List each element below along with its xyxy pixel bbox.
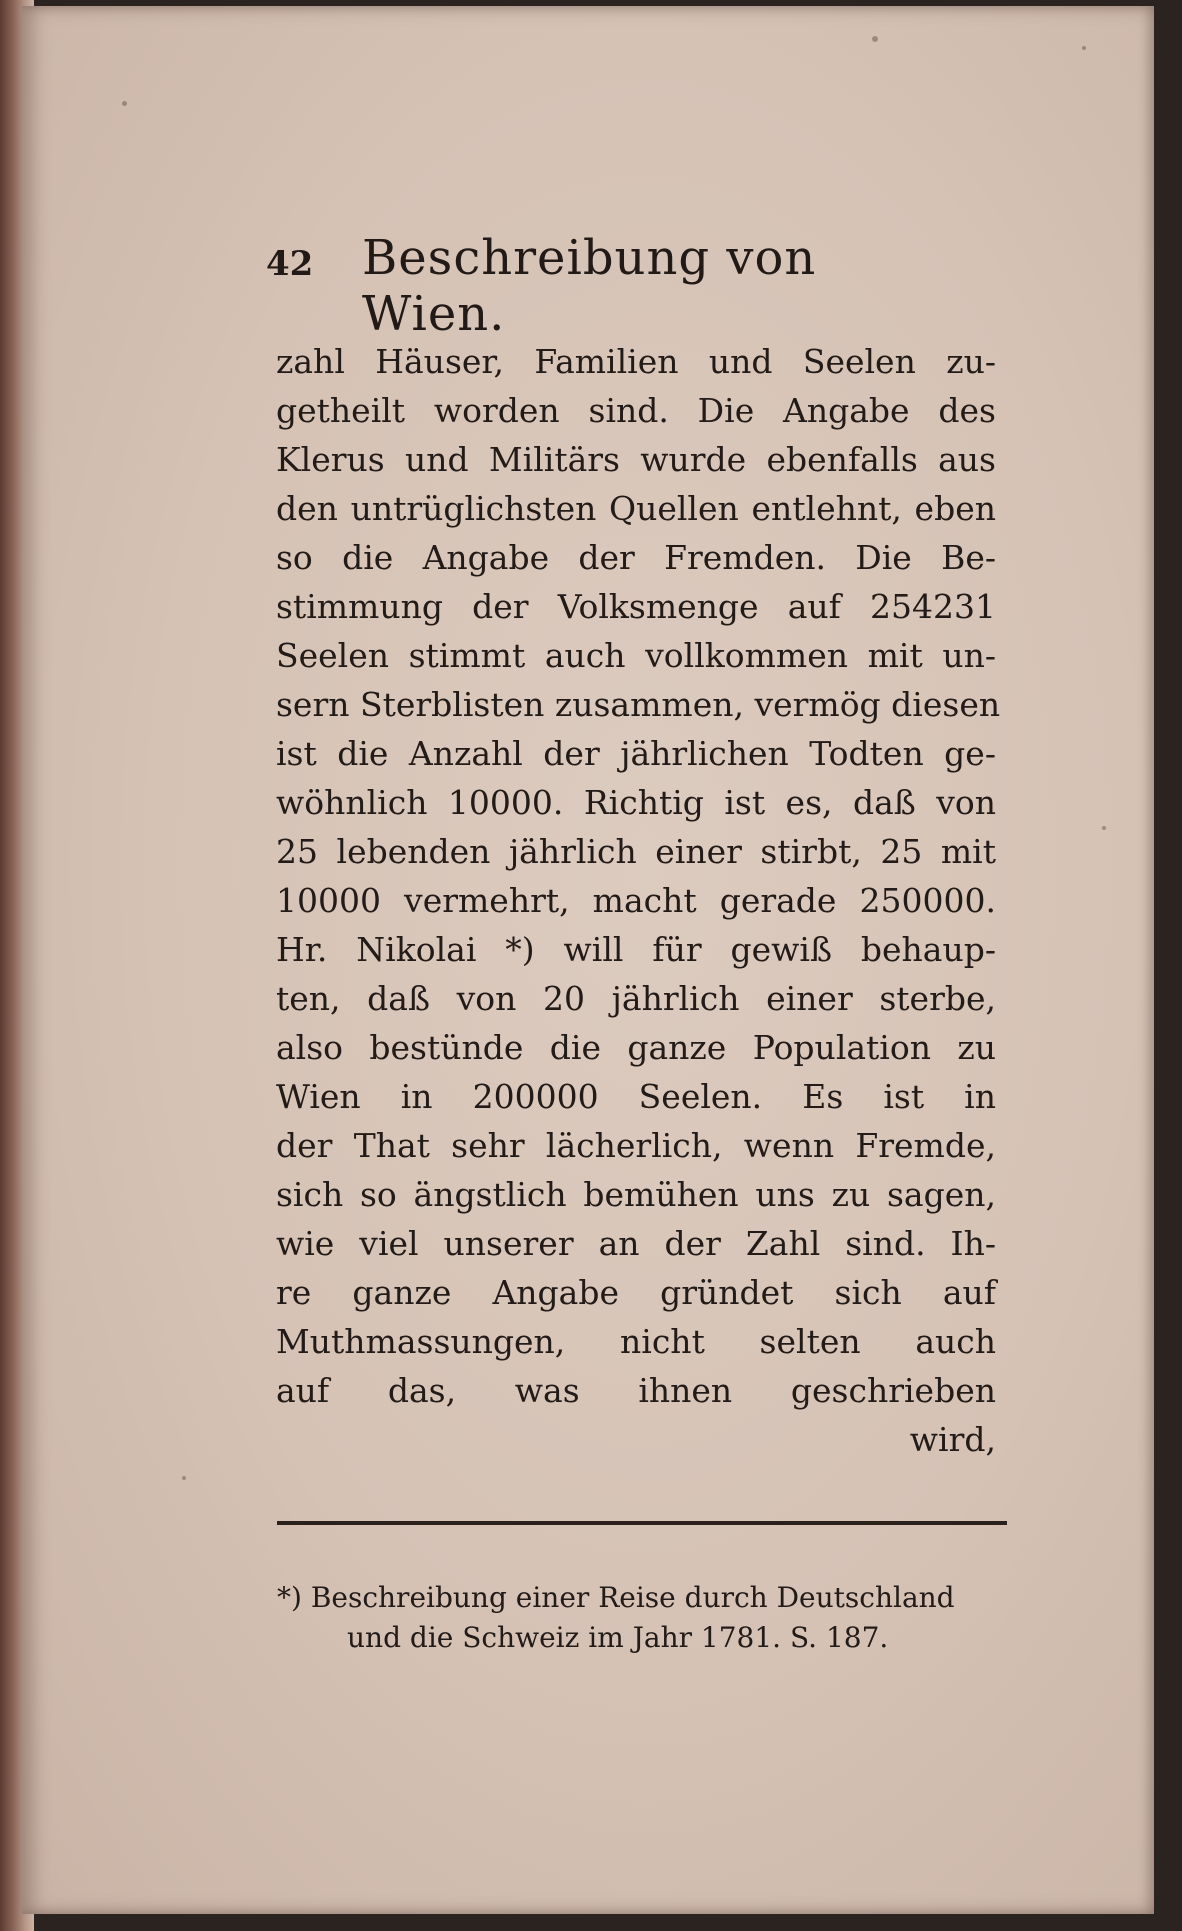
paper-fleck xyxy=(1102,826,1106,830)
paper-fleck xyxy=(1082,46,1086,50)
text-line: stimmung der Volksmenge auf 254231 xyxy=(276,587,996,626)
text-line: Seelen stimmt auch vollkommen mit un- xyxy=(276,636,996,675)
text-line: also bestünde die ganze Population zu xyxy=(276,1028,996,1067)
text-line: Klerus und Militärs wurde ebenfalls aus xyxy=(276,440,996,479)
text-line: wöhnlich 10000. Richtig ist es, daß von xyxy=(276,783,996,822)
text-line: zahl Häuser, Familien und Seelen zu- xyxy=(276,342,996,381)
text-line: wie viel unserer an der Zahl sind. Ih- xyxy=(276,1224,996,1263)
footnote-rule xyxy=(277,1521,1007,1525)
text-line: ten, daß von 20 jährlich einer sterbe, xyxy=(276,979,996,1018)
page-number: 42 xyxy=(266,244,314,284)
body-text xyxy=(276,337,1001,1464)
text-line: ist die Anzahl der jährlichen Todten ge- xyxy=(276,734,996,773)
footnote-line: *) Beschreibung einer Reise durch Deutschland xyxy=(277,1581,955,1614)
text-line: sich so ängstlich bemühen uns zu sagen, xyxy=(276,1175,996,1214)
text-line: Hr. Nikolai *) will für gewiß behaup- xyxy=(276,930,996,969)
text-line: sern Sterblisten zusammen, vermög diesen xyxy=(276,685,1001,724)
text-line: Muthmassungen, nicht selten auch xyxy=(276,1322,996,1361)
footnote xyxy=(277,1578,1007,1658)
running-title: Beschreibung von Wien. xyxy=(362,230,817,342)
paper-fleck xyxy=(182,1476,186,1480)
text-line: re ganze Angabe gründet sich auf xyxy=(276,1273,996,1312)
text-line: den untrüglichsten Quellen entlehnt, eben xyxy=(276,489,996,528)
paper-fleck xyxy=(122,101,127,106)
footnote-line: und die Schweiz im Jahr 1781. S. 187. xyxy=(347,1621,889,1654)
text-line: getheilt worden sind. Die Angabe des xyxy=(276,391,996,430)
text-line: 10000 vermehrt, macht gerade 250000. xyxy=(276,881,996,920)
text-line: auf das, was ihnen geschrieben xyxy=(276,1371,996,1410)
catchword-line: wird, xyxy=(909,1420,996,1459)
paper-fleck xyxy=(872,36,878,42)
text-line: 25 lebenden jährlich einer stirbt, 25 mit xyxy=(276,832,996,871)
text-line: Wien in 200000 Seelen. Es ist in xyxy=(276,1077,996,1116)
text-line: so die Angabe der Fremden. Die Be- xyxy=(276,538,996,577)
text-line: der That sehr lächerlich, wenn Fremde, xyxy=(276,1126,996,1165)
running-header xyxy=(266,230,906,342)
